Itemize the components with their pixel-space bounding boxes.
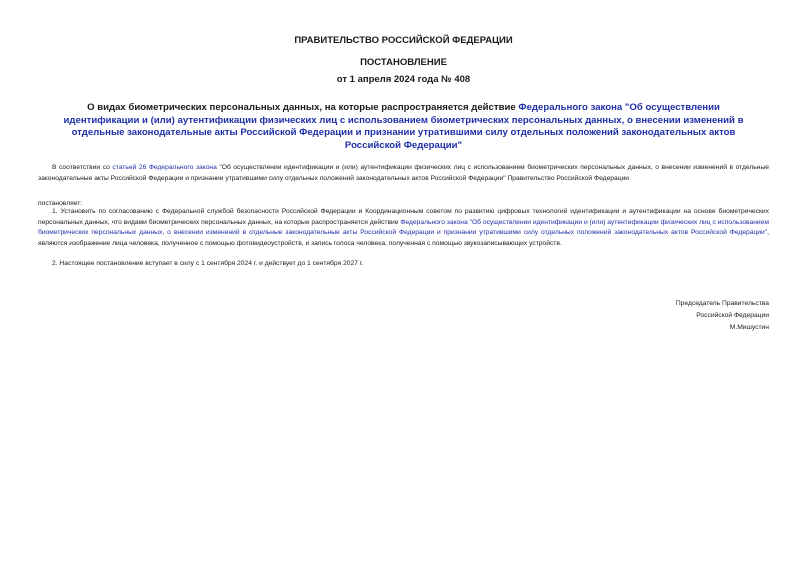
- title-text: О видах биометрических персональных данных, на которые распространяется действие: [87, 102, 519, 113]
- signature-block: [676, 298, 769, 334]
- paragraph-resolves: постановляет:: [38, 200, 83, 207]
- item-1-prefix: 1. Установить по согласованию с Федеральной службой безопасности Российской Федерации и Координационным советом по развитию цифровых технологий идентификации и аутентификации на основе биометрических персональных данных, что видами биометрических персональных данных, на которые распространяется действие: [38, 208, 769, 226]
- paragraph-item-1: [38, 207, 769, 250]
- paragraph-preamble: [38, 163, 769, 184]
- document-title: [50, 102, 757, 152]
- article-26-link[interactable]: статьей 26 Федерального закона: [112, 164, 217, 171]
- item-1-rest: , являются изображение лица человека, полученное с помощью фотовидеоустройств, и запись голоса человека, полученная с помощью звукозаписывающих устройств.: [38, 229, 769, 248]
- signature-position: Председатель Правительства: [675, 300, 769, 307]
- government-heading: ПРАВИТЕЛЬСТВО РОССИЙСКОЙ ФЕДЕРАЦИИ: [294, 35, 513, 46]
- signature-country: Российской Федерации: [696, 312, 769, 319]
- paragraph-item-2: 2. Настоящее постановление вступает в силу с 1 сентября 2024 г. и действует до 1 сентября 2027 г.: [52, 260, 364, 267]
- item-1-law-link[interactable]: Федерального закона "Об осуществлении идентификации и (или) аутентификации физических лиц с использованием биометрических персональных данных, о внесении изменений в отдельные законодательные акты Российской Федерации и признании утратившими силу отдельных положений законодательных актов Российской Федерации": [38, 218, 769, 237]
- preamble-rest: "Об осуществлении идентификации и (или) аутентификации физических лиц с использованием биометрических персональных данных, о внесении изменений в отдельные законодательные акты Российской Федерации и признании утратившими силу отдельных положений законодательных актов Российской Федерации" Правительство Российской Федерации: [38, 164, 769, 182]
- title-law-link[interactable]: Федерального закона "Об осуществлении идентификации и (или) аутентификации физических лиц с использованием биометрических персональных данных, о внесении изменений в отдельные законодательные акты Российской Федерации и признании утратившими силу отдельных положений законодательных актов Российской Федерации": [63, 102, 744, 151]
- preamble-prefix: В соответствии со: [52, 164, 113, 171]
- signature-name: М.Мишустин: [729, 324, 769, 331]
- date-number-heading: от 1 апреля 2024 года № 408: [336, 74, 471, 85]
- document-type-heading: ПОСТАНОВЛЕНИЕ: [360, 57, 447, 68]
